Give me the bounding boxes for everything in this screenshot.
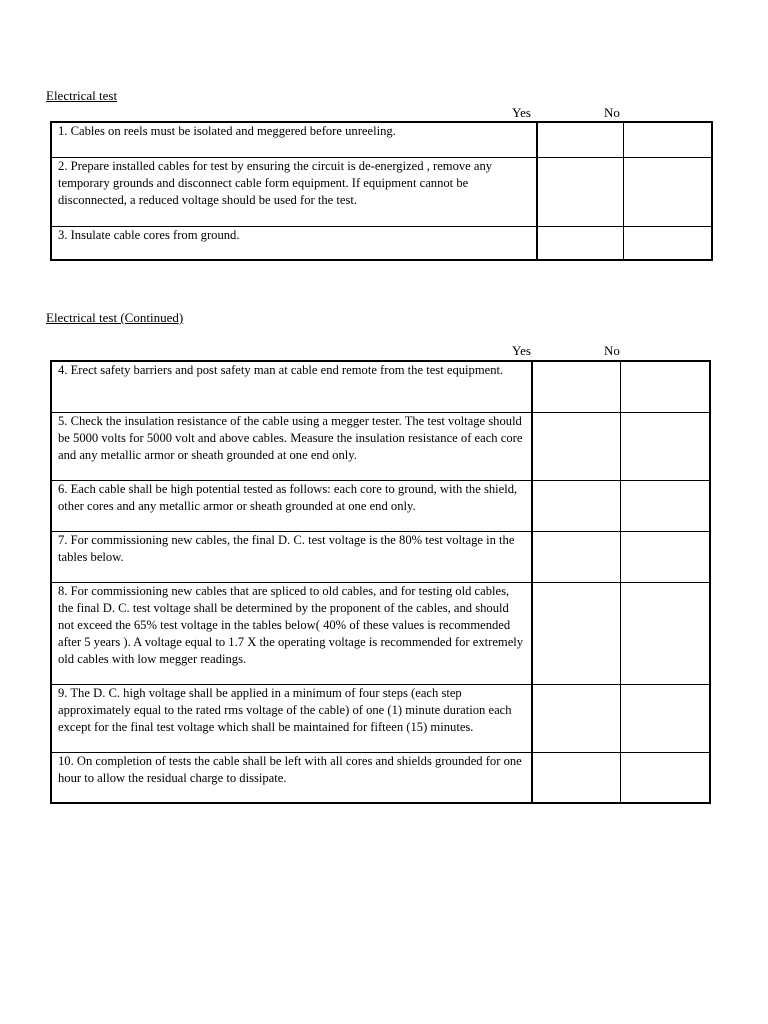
table-row [51,480,710,531]
table-row [51,582,710,684]
item-text: 7. For commissioning new cables, the final D. C. test voltage is the 80% test voltage in the tables below. [51,531,532,582]
item-text: 6. Each cable shall be high potential tested as follows: each core to ground, with the shield, other cores and any metallic armor or sheath grounded at one end only. [51,480,532,531]
yes-checkbox-cell[interactable] [532,684,620,752]
checklist-table-1 [50,121,713,261]
no-checkbox-cell[interactable] [620,582,710,684]
section-title-electrical-test-continued: Electrical test (Continued) [46,310,184,325]
table-row [51,226,712,260]
item-text: 3. Insulate cable cores from ground. [51,226,537,260]
table-row [51,412,710,480]
yes-checkbox-cell[interactable] [532,531,620,582]
item-text: 2. Prepare installed cables for test by ensuring the circuit is de-energized , remove any temporary grounds and disconnect cable form equipment. If equipment cannot be disconnected, a reduced voltage should be used for the test. [51,157,537,226]
no-checkbox-cell[interactable] [620,412,710,480]
no-column-header: No [604,105,620,120]
item-text: 4. Erect safety barriers and post safety man at cable end remote from the test equipment. [51,361,532,412]
table-row [51,684,710,752]
item-text: 5. Check the insulation resistance of the cable using a megger tester. The test voltage should be 5000 volts for 5000 volt and above cables. Measure the insulation resistance of each core and any metallic armor or sheath grounded at one end only. [51,412,532,480]
table-row [51,752,710,803]
yes-checkbox-cell[interactable] [532,582,620,684]
section-title-electrical-test: Electrical test [46,88,118,103]
no-checkbox-cell[interactable] [620,480,710,531]
yes-column-header: Yes [512,105,531,120]
no-checkbox-cell[interactable] [623,122,712,157]
table-row [51,122,712,157]
yes-checkbox-cell[interactable] [532,752,620,803]
yes-checkbox-cell[interactable] [537,157,623,226]
checklist-table-2 [50,360,711,804]
table-row [51,361,710,412]
no-checkbox-cell[interactable] [623,226,712,260]
yes-checkbox-cell[interactable] [532,480,620,531]
yes-checkbox-cell[interactable] [537,226,623,260]
item-text: 8. For commissioning new cables that are spliced to old cables, and for testing old cables, the final D. C. test voltage shall be determined by the proponent of the cables, and should not exceed the 65% test voltage in the tables below( 40% of these values is recommended after 5 years ). A voltage equal to 1.7 X the operating voltage is recommended for extremely old cables with low megger readings. [51,582,532,684]
item-text: 10. On completion of tests the cable shall be left with all cores and shields grounded for one hour to allow the residual charge to dissipate. [51,752,532,803]
no-checkbox-cell[interactable] [620,684,710,752]
yes-checkbox-cell[interactable] [537,122,623,157]
no-checkbox-cell[interactable] [620,531,710,582]
no-column-header: No [604,343,620,358]
yes-checkbox-cell[interactable] [532,412,620,480]
no-checkbox-cell[interactable] [620,361,710,412]
item-text: 9. The D. C. high voltage shall be applied in a minimum of four steps (each step approximately equal to the rated rms voltage of the cable) of one (1) minute duration each except for the final test voltage which shall be maintained for fifteen (15) minutes. [51,684,532,752]
no-checkbox-cell[interactable] [623,157,712,226]
table-row [51,531,710,582]
yes-checkbox-cell[interactable] [532,361,620,412]
no-checkbox-cell[interactable] [620,752,710,803]
table-row [51,157,712,226]
item-text: 1. Cables on reels must be isolated and meggered before unreeling. [51,122,537,157]
yes-column-header: Yes [512,343,531,358]
